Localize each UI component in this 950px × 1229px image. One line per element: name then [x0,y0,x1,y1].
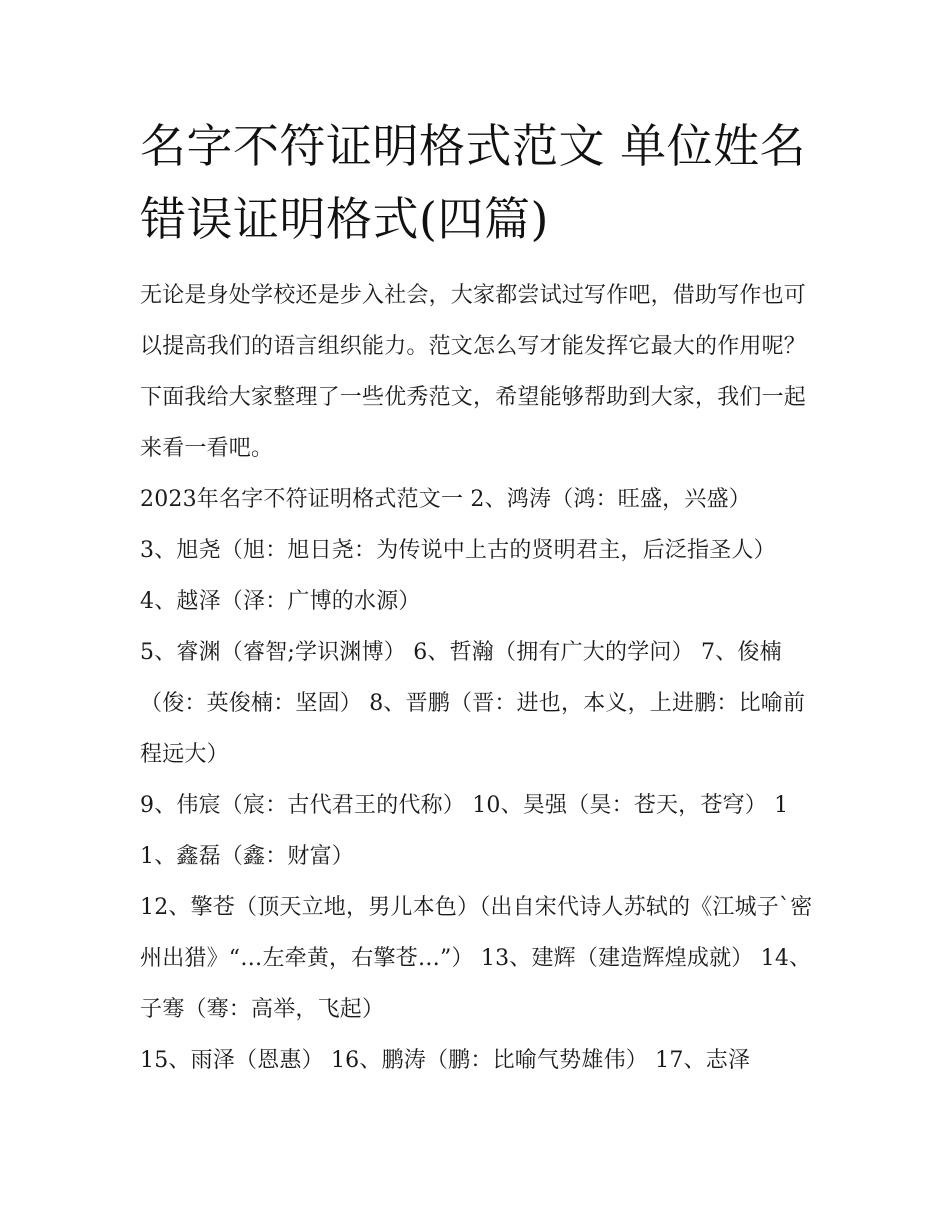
list-paragraph: 12、擎苍（顶天立地，男儿本色）（出自宋代诗人苏轼的《江城子`密州出猎》“…左牵黄，右擎苍…”） 13、建辉（建造辉煌成就） 14、子骞（骞：高举，飞起） [140,895,813,1022]
list-paragraph: 2023年名字不符证明格式范文一 2、鸿涛（鸿：旺盛，兴盛） [140,487,751,512]
document-title: 名字不符证明格式范文 单位姓名错误证明格式(四篇) [140,119,807,246]
list-paragraph: 3、旭尧（旭：旭日尧：为传说中上古的贤明君主，后泛指圣人） 4、越泽（泽：广博的水源） [140,538,776,614]
intro-paragraph: 无论是身处学校还是步入社会，大家都尝试过写作吧，借助写作也可以提高我们的语言组织能力。范文怎么写才能发挥它最大的作用呢？下面我给大家整理了一些优秀范文，希望能够帮助到大家，我们一起来看一看吧。 [140,283,807,461]
list-paragraph: 5、睿渊（睿智;学识渊博） 6、哲瀚（拥有广大的学问） 7、俊楠（俊：英俊楠：坚固） 8、晋鹏（晋：进也，本义，上进鹏：比喻前程远大） [140,640,806,767]
document-body [140,110,815,1086]
list-paragraph: 9、伟宸（宸：古代君王的代称） 10、昊强（昊：苍天，苍穹） 11、鑫磊（鑫：财富） [140,793,789,869]
list-paragraph: 15、雨泽（恩惠） 16、鹏涛（鹏：比喻气势雄伟） 17、志泽 [140,1048,751,1073]
